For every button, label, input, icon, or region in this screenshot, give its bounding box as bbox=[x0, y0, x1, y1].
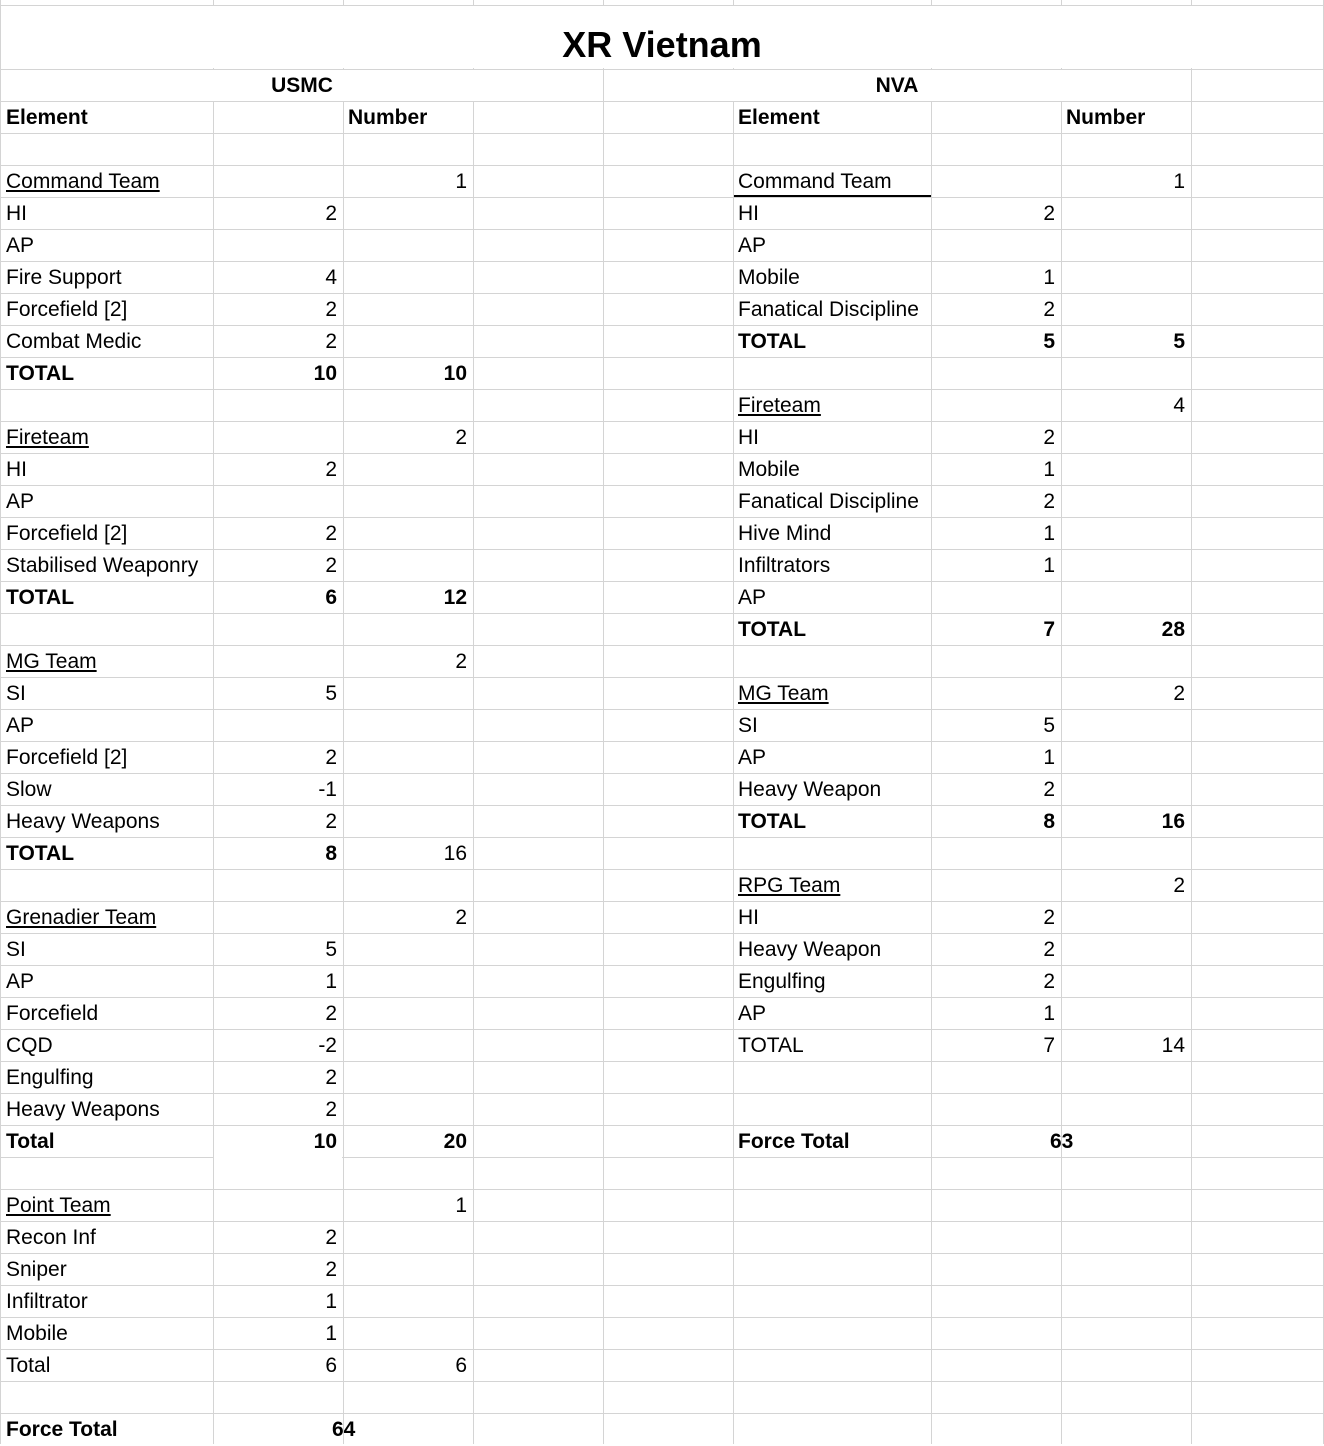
usmc-element-label: Command Team bbox=[6, 170, 160, 193]
usmc-number bbox=[339, 966, 467, 998]
usmc-number bbox=[339, 678, 467, 710]
usmc-element-label: Sniper bbox=[6, 1258, 67, 1281]
nva-value bbox=[927, 230, 1055, 262]
nva-element-label: AP bbox=[738, 234, 767, 257]
nva-number bbox=[1057, 422, 1185, 454]
usmc-number bbox=[339, 1222, 467, 1254]
usmc-value: 6 bbox=[325, 586, 337, 609]
usmc-element-label: HI bbox=[6, 202, 27, 225]
usmc-value: 4 bbox=[325, 266, 337, 289]
nva-value: 1 bbox=[1043, 266, 1055, 289]
nva-number bbox=[1057, 518, 1185, 550]
usmc-value: 10 bbox=[313, 362, 337, 385]
usmc-value: 2 bbox=[325, 202, 337, 225]
usmc-element-label: HI bbox=[6, 458, 27, 481]
nva-element-label: Engulfing bbox=[738, 970, 826, 993]
usmc-number: 2 bbox=[455, 650, 467, 673]
grid-vline bbox=[0, 0, 1, 1444]
usmc-element-label: Forcefield bbox=[6, 1002, 99, 1025]
usmc-value: -2 bbox=[318, 1034, 337, 1057]
usmc-element-label: Forcefield [2] bbox=[6, 522, 128, 545]
usmc-element-label: AP bbox=[6, 970, 35, 993]
usmc-value: 2 bbox=[325, 330, 337, 353]
nva-element-label: Heavy Weapon bbox=[738, 938, 882, 961]
usmc-element-label: Fireteam bbox=[6, 426, 89, 449]
nva-value: 2 bbox=[1043, 906, 1055, 929]
usmc-value: 2 bbox=[325, 1002, 337, 1025]
usmc-element-label: Fire Support bbox=[6, 266, 122, 289]
nva-number bbox=[1057, 582, 1185, 614]
nva-value: 8 bbox=[1043, 810, 1055, 833]
grid-vline bbox=[603, 0, 604, 1444]
grid-vline bbox=[1191, 0, 1192, 1444]
grid-hline bbox=[0, 1221, 1324, 1222]
usmc-value bbox=[209, 646, 337, 678]
usmc-element-label: AP bbox=[6, 714, 35, 737]
nva-force-total-label: Force Total bbox=[738, 1130, 850, 1153]
usmc-element-label: Slow bbox=[6, 778, 52, 801]
nva-value: 1 bbox=[1043, 554, 1055, 577]
usmc-value: 2 bbox=[325, 810, 337, 833]
usmc-value: 2 bbox=[325, 522, 337, 545]
usmc-number: 6 bbox=[455, 1354, 467, 1377]
usmc-number: 1 bbox=[455, 170, 467, 193]
nva-number bbox=[1057, 230, 1185, 262]
grid-hline bbox=[0, 1253, 1324, 1254]
usmc-element-label: Heavy Weapons bbox=[6, 1098, 160, 1121]
nva-number bbox=[1057, 198, 1185, 230]
nva-number bbox=[1057, 966, 1185, 998]
usmc-value bbox=[209, 166, 337, 198]
usmc-element-label: Forcefield [2] bbox=[6, 298, 128, 321]
usmc-number: 20 bbox=[443, 1130, 467, 1153]
nva-value: 2 bbox=[1043, 202, 1055, 225]
nva-value: 1 bbox=[1043, 458, 1055, 481]
usmc-number bbox=[339, 1254, 467, 1286]
usmc-element-label: Total bbox=[6, 1354, 51, 1377]
usmc-number: 1 bbox=[455, 1194, 467, 1217]
nva-number bbox=[1057, 902, 1185, 934]
usmc-value: 2 bbox=[325, 554, 337, 577]
usmc-element-label: Point Team bbox=[6, 1194, 111, 1217]
nva-element-label: Fireteam bbox=[738, 394, 821, 417]
usmc-number bbox=[339, 262, 467, 294]
usmc-value: 2 bbox=[325, 1258, 337, 1281]
usmc-element-label: MG Team bbox=[6, 650, 97, 673]
nva-value: 1 bbox=[1043, 522, 1055, 545]
usmc-value: 2 bbox=[325, 458, 337, 481]
nva-number: 4 bbox=[1173, 394, 1185, 417]
usmc-element-label: Infiltrator bbox=[6, 1290, 88, 1313]
cell-border bbox=[734, 195, 931, 197]
usmc-force-total-label: Force Total bbox=[6, 1418, 118, 1441]
usmc-number: 2 bbox=[455, 426, 467, 449]
nva-value bbox=[927, 582, 1055, 614]
grid-hline bbox=[0, 1285, 1324, 1286]
nva-value bbox=[927, 166, 1055, 198]
usmc-element-label: Engulfing bbox=[6, 1066, 94, 1089]
nva-number bbox=[1057, 934, 1185, 966]
usmc-element-label: Recon Inf bbox=[6, 1226, 96, 1249]
grid-hline bbox=[0, 1125, 1324, 1126]
usmc-element-label: Mobile bbox=[6, 1322, 68, 1345]
usmc-number bbox=[339, 198, 467, 230]
usmc-element-label: TOTAL bbox=[6, 842, 75, 865]
nva-element-label: AP bbox=[738, 746, 767, 769]
nva-number bbox=[1057, 486, 1185, 518]
grid-hline bbox=[0, 1317, 1324, 1318]
usmc-number bbox=[339, 1094, 467, 1126]
nva-value: 5 bbox=[1043, 330, 1055, 353]
nva-element-label: HI bbox=[738, 202, 759, 225]
usmc-number bbox=[339, 710, 467, 742]
usmc-number bbox=[339, 550, 467, 582]
usmc-value bbox=[209, 230, 337, 262]
grid-hline bbox=[0, 1157, 1324, 1158]
usmc-element-label: CQD bbox=[6, 1034, 53, 1057]
usmc-element-label: SI bbox=[6, 938, 26, 961]
usmc-value: 5 bbox=[325, 938, 337, 961]
usmc-value: 2 bbox=[325, 1226, 337, 1249]
usmc-number bbox=[339, 518, 467, 550]
usmc-value bbox=[209, 422, 337, 454]
usmc-number bbox=[339, 1030, 467, 1062]
usmc-element-label: TOTAL bbox=[6, 586, 75, 609]
nva-element-label: Mobile bbox=[738, 458, 800, 481]
usmc-value bbox=[209, 486, 337, 518]
nva-number: 1 bbox=[1173, 170, 1185, 193]
nva-value bbox=[927, 678, 1055, 710]
nva-element-label: HI bbox=[738, 906, 759, 929]
usmc-number: 10 bbox=[443, 362, 467, 385]
usmc-force-total-value: 64 bbox=[332, 1418, 356, 1441]
usmc-col-element: Element bbox=[6, 106, 88, 129]
nva-element-label: Heavy Weapon bbox=[738, 778, 882, 801]
usmc-number bbox=[339, 774, 467, 806]
nva-number: 14 bbox=[1161, 1034, 1185, 1057]
usmc-value: 10 bbox=[313, 1130, 337, 1153]
nva-value: 5 bbox=[1043, 714, 1055, 737]
grid-hline bbox=[0, 1381, 1324, 1382]
usmc-number bbox=[339, 1318, 467, 1350]
usmc-element-label: AP bbox=[6, 234, 35, 257]
sheet-title: XR Vietnam bbox=[562, 24, 762, 65]
grid-hline bbox=[0, 1349, 1324, 1350]
usmc-number bbox=[339, 742, 467, 774]
usmc-number bbox=[339, 1286, 467, 1318]
usmc-number: 16 bbox=[443, 842, 467, 865]
nva-number: 2 bbox=[1173, 682, 1185, 705]
nva-element-label: RPG Team bbox=[738, 874, 841, 897]
nva-value: 2 bbox=[1043, 426, 1055, 449]
nva-element-label: TOTAL bbox=[738, 618, 807, 641]
usmc-value: 2 bbox=[325, 298, 337, 321]
nva-value: 2 bbox=[1043, 298, 1055, 321]
grid-hline bbox=[0, 1189, 1324, 1190]
usmc-value: 8 bbox=[325, 842, 337, 865]
nva-value: 2 bbox=[1043, 778, 1055, 801]
usmc-element-label: Heavy Weapons bbox=[6, 810, 160, 833]
usmc-number bbox=[339, 934, 467, 966]
grid-hline bbox=[0, 1413, 1324, 1414]
nva-value bbox=[927, 870, 1055, 902]
nva-element-label: Command Team bbox=[738, 170, 892, 193]
nva-header: NVA bbox=[875, 74, 919, 97]
nva-element-label: Fanatical Discipline bbox=[738, 298, 919, 321]
nva-element-label: MG Team bbox=[738, 682, 829, 705]
usmc-number bbox=[339, 998, 467, 1030]
usmc-number bbox=[339, 326, 467, 358]
usmc-element-label: Forcefield [2] bbox=[6, 746, 128, 769]
usmc-element-label: AP bbox=[6, 490, 35, 513]
nva-value: 7 bbox=[1043, 618, 1055, 641]
nva-number: 16 bbox=[1161, 810, 1185, 833]
usmc-number: 2 bbox=[455, 906, 467, 929]
usmc-value bbox=[209, 1190, 337, 1222]
nva-element-label: Infiltrators bbox=[738, 554, 831, 577]
nva-number bbox=[1057, 262, 1185, 294]
nva-number: 28 bbox=[1161, 618, 1185, 641]
nva-number: 2 bbox=[1173, 874, 1185, 897]
nva-number bbox=[1057, 710, 1185, 742]
nva-value: 1 bbox=[1043, 1002, 1055, 1025]
usmc-element-label: Total bbox=[6, 1130, 55, 1153]
grid-vline bbox=[733, 0, 734, 1444]
usmc-number bbox=[339, 1062, 467, 1094]
usmc-element-label: TOTAL bbox=[6, 362, 75, 385]
usmc-number bbox=[339, 486, 467, 518]
usmc-element-label: SI bbox=[6, 682, 26, 705]
nva-value: 7 bbox=[1043, 1034, 1055, 1057]
nva-col-number: Number bbox=[1066, 106, 1146, 129]
usmc-number: 12 bbox=[443, 586, 467, 609]
grid-vline bbox=[473, 0, 474, 1444]
nva-number bbox=[1057, 294, 1185, 326]
usmc-value: 2 bbox=[325, 1098, 337, 1121]
nva-value bbox=[927, 390, 1055, 422]
nva-element-label: AP bbox=[738, 1002, 767, 1025]
grid-hline bbox=[0, 1093, 1324, 1094]
nva-number: 5 bbox=[1173, 330, 1185, 353]
nva-element-label: SI bbox=[738, 714, 758, 737]
nva-number bbox=[1057, 998, 1185, 1030]
usmc-value: 6 bbox=[325, 1354, 337, 1377]
usmc-value: 1 bbox=[325, 1322, 337, 1345]
nva-element-label: Mobile bbox=[738, 266, 800, 289]
usmc-col-number: Number bbox=[348, 106, 428, 129]
usmc-number bbox=[339, 806, 467, 838]
usmc-header: USMC bbox=[271, 74, 333, 97]
nva-element-label: Fanatical Discipline bbox=[738, 490, 919, 513]
usmc-value: 1 bbox=[325, 970, 337, 993]
nva-force-total-value: 63 bbox=[1050, 1130, 1074, 1153]
nva-number bbox=[1057, 774, 1185, 806]
nva-col-element: Element bbox=[738, 106, 820, 129]
nva-value: 2 bbox=[1043, 938, 1055, 961]
usmc-element-label: Grenadier Team bbox=[6, 906, 157, 929]
nva-number bbox=[1057, 454, 1185, 486]
nva-element-label: TOTAL bbox=[738, 330, 807, 353]
nva-element-label: TOTAL bbox=[738, 810, 807, 833]
usmc-element-label: Combat Medic bbox=[6, 330, 142, 353]
nva-element-label: Hive Mind bbox=[738, 522, 832, 545]
usmc-value: 2 bbox=[325, 1066, 337, 1089]
usmc-element-label: Stabilised Weaponry bbox=[6, 554, 199, 577]
nva-number bbox=[1057, 742, 1185, 774]
nva-value: 2 bbox=[1043, 490, 1055, 513]
nva-element-label: AP bbox=[738, 586, 767, 609]
usmc-number bbox=[339, 454, 467, 486]
nva-value: 1 bbox=[1043, 746, 1055, 769]
usmc-value bbox=[209, 710, 337, 742]
usmc-value: -1 bbox=[318, 778, 337, 801]
usmc-number bbox=[339, 294, 467, 326]
nva-number bbox=[1057, 550, 1185, 582]
nva-value: 2 bbox=[1043, 970, 1055, 993]
usmc-value: 2 bbox=[325, 746, 337, 769]
usmc-value: 1 bbox=[325, 1290, 337, 1313]
nva-element-label: HI bbox=[738, 426, 759, 449]
usmc-value bbox=[209, 902, 337, 934]
nva-element-label: TOTAL bbox=[738, 1034, 804, 1057]
usmc-number bbox=[339, 230, 467, 262]
usmc-value: 5 bbox=[325, 682, 337, 705]
